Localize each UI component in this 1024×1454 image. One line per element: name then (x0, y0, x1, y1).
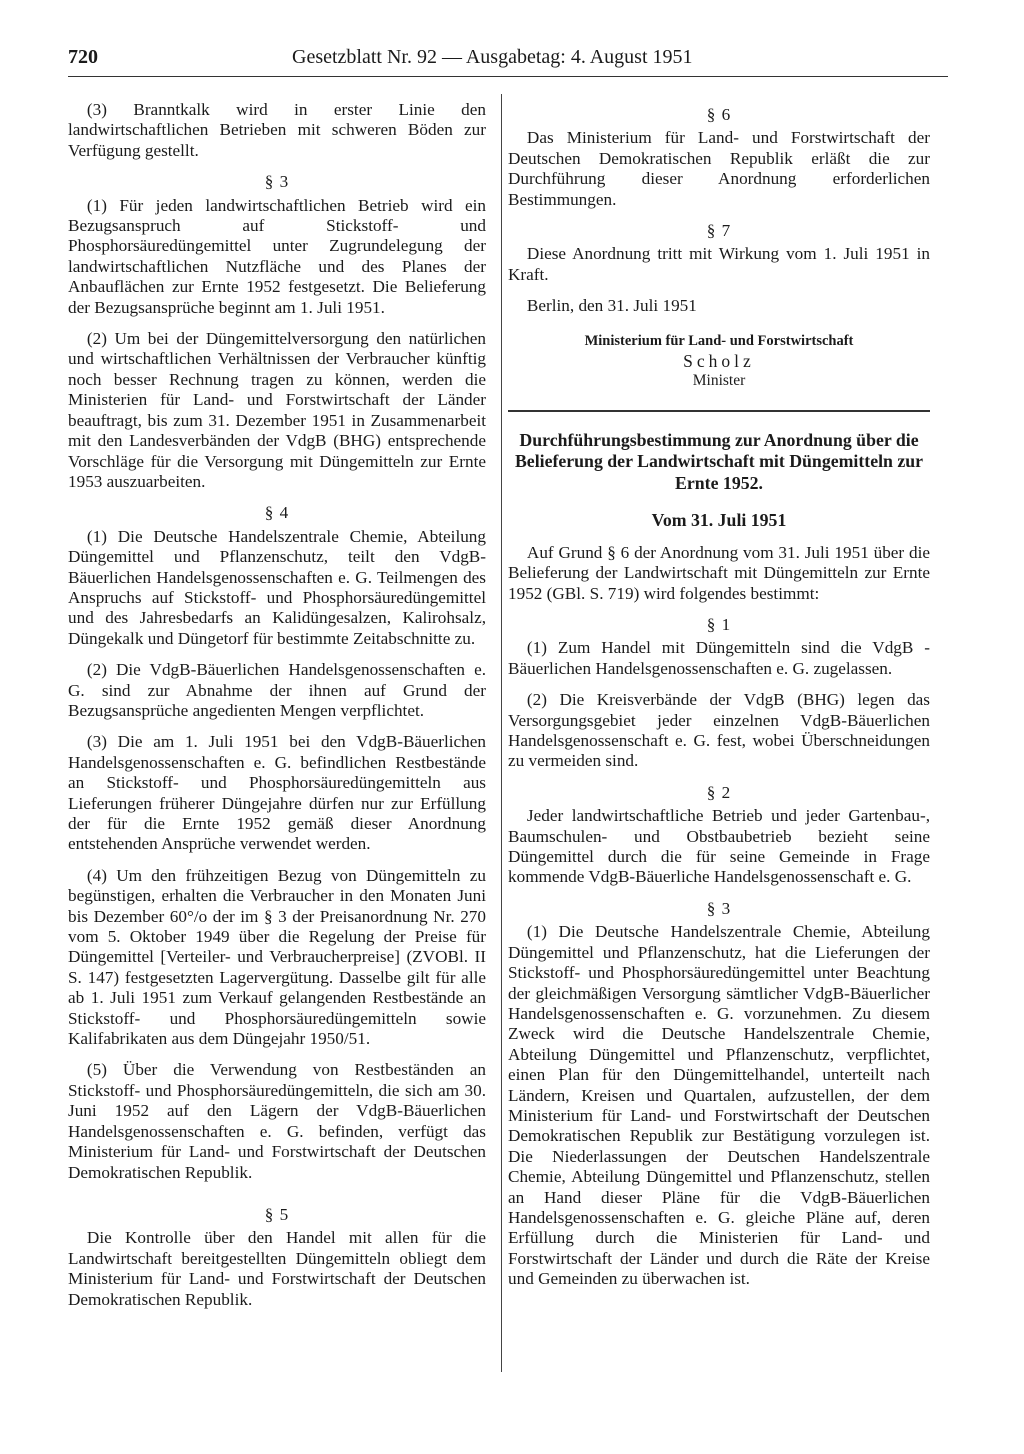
decree-title: Durchführungsbestimmung zur Anordnung über die Belieferung der Landwirtschaft mit Düngemitteln zur Ernte 1952. (514, 429, 924, 493)
paragraph: (5) Über die Verwendung von Restbeständen an Stickstoff- und Phosphorsäuredüngemitteln, die sich am 30. Juni 1952 auf den Lägern der VdgB-Bäuerlichen Handelsgenossenschaften e. G. befinden, verfügt das Ministerium für Land- und Forstwirtschaft der Deutschen Demokratischen Republik. (68, 1060, 486, 1182)
header-rule (68, 76, 948, 77)
signer-name: Scholz (683, 351, 755, 372)
paragraph: (1) Für jeden landwirtschaftlichen Betrieb wird ein Bezugsanspruch auf Stickstoff- und Phosphorsäuredüngemittel unter Zugrundelegung der landwirtschaftlichen Nutzfläche und des Planes der Anbauflächen zur Ernte 1952 festgesetzt. Die Belieferung der Bezugsansprüche beginnt am 1. Juli 1951. (68, 195, 486, 317)
page-number: 720 (68, 46, 98, 68)
paragraph: (2) Um bei der Düngemittelversorgung den natürlichen und wirtschaftlichen Verhältnissen der Verbraucher künftig noch besser Rechnung tragen zu können, werden die Ministerien für Land- und Forstwirtschaft der Länder beauftragt, bis zum 31. Dezember 1951 in Zusammenarbeit mit den Landesverbänden der VdgB (BHG) entsprechende Vorschläge für die Versorgung mit Düngemitteln zur Ernte 1953 auszuarbeiten. (68, 329, 486, 491)
paragraph: (3) Die am 1. Juli 1951 bei den VdgB-Bäuerlichen Handelsgenossenschaften e. G. befindlichen Restbestände an Stickstoff- und Phosphorsäuredüngemitteln aus Lieferungen früherer Düngejahre dürfen nur zur Erfüllung der für die Ernte 1952 gemäß dieser Anordnung entstehenden Ansprüche verwendet werden. (68, 732, 486, 854)
paragraph: Die Kontrolle über den Handel mit allen für die Landwirtschaft bereitgestellten Düngemitteln obliegt dem Ministerium für Land- und Forstwirtschaft der Deutschen Demokratischen Republik. (68, 1228, 486, 1309)
paragraph: (3) Branntkalk wird in erster Linie den landwirtschaftlichen Betrieben mit schweren Böden zur Verfügung gestellt. (68, 100, 486, 160)
section-heading: § 3 (264, 172, 290, 192)
section-heading: § 2 (706, 782, 732, 802)
right-column (508, 100, 930, 1301)
section-heading: § 3 (706, 898, 732, 918)
paragraph: (1) Die Deutsche Handelszentrale Chemie, Abteilung Düngemittel und Pflanzenschutz, teilt den VdgB-Bäuerlichen Handelsgenossenschaften e. G. Teilmengen des Anspruchs auf Stickstoff- und Phosphorsäuredüngemittel und des Jahresbedarfs an Kalidüngesalzen, Kalirohsalz, Düngekalk und Düngetorf für bestimmte Zeitabschnitte zu. (68, 526, 486, 648)
paragraph: (1) Die Deutsche Handelszentrale Chemie, Abteilung Düngemittel und Pflanzenschutz, hat die Lieferungen der Stickstoff- und Phosphorsäuredüngemittel unter Beachtung der gleichmäßigen Versorgung sämtlicher VdgB-Bäuerlicher Handelsgenossenschaften e. G. vorzunehmen. Zu diesem Zweck wird die Deutsche Handelszentrale Chemie, Abteilung Düngemittel und Pflanzenschutz, verpflichtet, einen Plan für den Düngemittelhandel, unterteilt nach Ländern, Kreisen und Quartalen, aufzustellen, der dem Ministerium für Land- und Forstwirtschaft der Deutschen Demokratischen Republik zur Bestätigung vorzulegen ist. Die Niederlassungen der Deutschen Handelszentrale Chemie, Abteilung Düngemittel und Pflanzenschutz, stellen an Hand dieser Pläne für die VdgB-Bäuerlichen Handelsgenossenschaften e. G. gleiche Pläne auf, deren Erfüllung durch die Ministerien für Land- und Forstwirtschaft der Länder und durch die Räte der Kreise und Gemeinden zu überwachen ist. (508, 922, 930, 1289)
paragraph: Diese Anordnung tritt mit Wirkung vom 1. Juli 1951 in Kraft. (508, 244, 930, 284)
section-heading: § 5 (264, 1204, 290, 1224)
decree-date: Vom 31. Juli 1951 (651, 510, 787, 531)
section-divider (508, 410, 930, 412)
paragraph: (2) Die Kreisverbände der VdgB (BHG) legen das Versorgungsgebiet jeder einzelnen VdgB-Bäuerlichen Handelsgenossenschaft e. G. fest, wobei Überschneidungen zu vermeiden sind. (508, 690, 930, 771)
section-heading: § 4 (264, 503, 290, 523)
section-heading: § 1 (706, 615, 732, 634)
paragraph: Auf Grund § 6 der Anordnung vom 31. Juli 1951 über die Belieferung der Landwirtschaft mit Düngemitteln zur Ernte 1952 (GBl. S. 719) wird folgendes bestimmt: (508, 542, 930, 603)
paragraph: (2) Die VdgB-Bäuerlichen Handelsgenossenschaften e. G. sind zur Abnahme der ihnen auf Grund der Bezugsansprüche angedienten Mengen verpflichtet. (68, 660, 486, 720)
left-column (68, 100, 486, 1321)
running-head: Gesetzblatt Nr. 92 — Ausgabetag: 4. August 1951 (292, 46, 693, 68)
page-header (68, 46, 948, 76)
section-heading: § 7 (706, 221, 732, 241)
paragraph: Das Ministerium für Land- und Forstwirtschaft der Deutschen Demokratischen Republik erläßt die zur Durchführung dieser Anordnung erforderlichen Bestimmungen. (508, 128, 930, 209)
paragraph: (4) Um den frühzeitigen Bezug von Düngemitteln zu begünstigen, erhalten die Verbraucher in den Monaten Juni bis Dezember 60°/o der im § 3 der Preisanordnung Nr. 270 vom 5. Oktober 1949 über die Regelung der Preise für Düngemittel [Verteiler- und Verbraucherpreise] (ZVOBl. II S. 147) festgesetzten Lagervergütung. Dasselbe gilt für alle ab 1. Juli 1951 zum Verkauf gelangenden Restbestände an Stickstoff- und Phosphorsäuredüngemitteln sowie Kalifabrikaten aus dem Düngejahr 1950/51. (68, 865, 486, 1049)
paragraph: (1) Zum Handel mit Düngemitteln sind die VdgB -Bäuerlichen Handelsgenossenschaften e. G. zugelassen. (508, 638, 930, 678)
paragraph: Jeder landwirtschaftliche Betrieb und jeder Gartenbau-, Baumschulen- und Obstbaubetrieb bezieht seine Düngemittel durch die für seine Gemeinde in Frage kommende VdgB-Bäuerliche Handelsgenossenschaft e. G. (508, 806, 930, 887)
column-divider (501, 94, 502, 1372)
section-heading: § 6 (706, 105, 732, 124)
place-date: Berlin, den 31. Juli 1951 (526, 296, 697, 316)
signer-role: Minister (692, 372, 746, 390)
ministry-name: Ministerium für Land- und Forstwirtschaft (584, 332, 854, 349)
